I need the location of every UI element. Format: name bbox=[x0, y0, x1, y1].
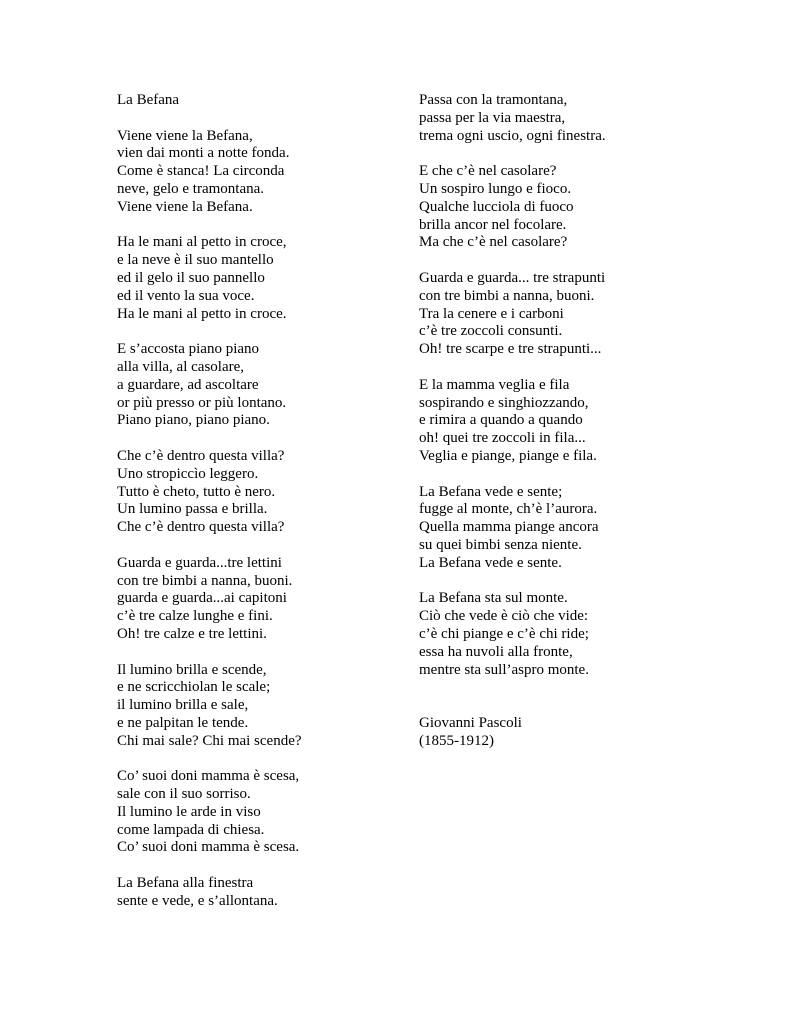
verse-line: il lumino brilla e sale, bbox=[117, 697, 249, 714]
stanza bbox=[419, 377, 679, 466]
verse-line: passa per la via maestra, bbox=[419, 109, 566, 126]
verse-line: con tre bimbi a nanna, buoni. bbox=[117, 572, 293, 589]
verse-line: Piano piano, piano piano. bbox=[117, 412, 270, 429]
verse-line: La Befana vede e sente. bbox=[419, 554, 562, 571]
stanza bbox=[117, 341, 397, 430]
stanza bbox=[117, 768, 397, 857]
verse-line: sente e vede, e s’allontana. bbox=[117, 892, 278, 909]
verse-line: E che c’è nel casolare? bbox=[419, 163, 557, 180]
verse-line: La Befana vede e sente; bbox=[419, 483, 563, 500]
verse-line: guarda e guarda...ai capitoni bbox=[117, 590, 287, 607]
stanza-gap bbox=[117, 323, 397, 341]
verse-line: Uno stropiccìo leggero. bbox=[117, 465, 259, 482]
verse-line: Viene viene la Befana. bbox=[117, 198, 253, 215]
stanza bbox=[419, 590, 679, 679]
verse-line: Quella mamma piange ancora bbox=[419, 519, 599, 536]
stanza bbox=[117, 662, 397, 751]
verse-line: Co’ suoi doni mamma è scesa, bbox=[117, 768, 300, 785]
verse-line: con tre bimbi a nanna, buoni. bbox=[419, 287, 595, 304]
verse-line: Passa con la tramontana, bbox=[419, 92, 568, 108]
verse-line: oh! quei tre zoccoli in fila... bbox=[419, 430, 586, 447]
right-stanzas bbox=[419, 92, 679, 697]
verse-line: La Befana sta sul monte. bbox=[419, 590, 568, 607]
verse-line: brilla ancor nel focolare. bbox=[419, 216, 567, 233]
verse-line: Come è stanca! La circonda bbox=[117, 163, 285, 180]
verse-line: Tutto è cheto, tutto è nero. bbox=[117, 483, 276, 500]
verse-line: ed il vento la sua voce. bbox=[117, 287, 255, 304]
verse-line: Oh! tre scarpe e tre strapunti... bbox=[419, 341, 602, 358]
verse-line: La Befana alla finestra bbox=[117, 875, 254, 892]
verse-line: fugge al monte, ch’è l’aurora. bbox=[419, 501, 598, 518]
verse-line: Oh! tre calze e tre lettini. bbox=[117, 625, 267, 642]
verse-line: c’è tre calze lunghe e fini. bbox=[117, 608, 273, 625]
stanza bbox=[117, 875, 397, 911]
verse-line: Guarda e guarda... tre strapunti bbox=[419, 269, 606, 286]
author-dates: (1855-1912) bbox=[419, 732, 494, 749]
stanza bbox=[117, 448, 397, 537]
right-column bbox=[419, 92, 679, 750]
stanza-gap bbox=[117, 430, 397, 448]
stanza-gap bbox=[419, 679, 679, 697]
verse-line: E la mamma veglia e fila bbox=[419, 376, 570, 393]
stanza-gap bbox=[419, 145, 679, 163]
verse-line: sospirando e singhiozzando, bbox=[419, 394, 589, 411]
verse-line: or più presso or più lontano. bbox=[117, 394, 287, 411]
verse-line: e la neve è il suo mantello bbox=[117, 252, 274, 269]
verse-line: vien dai monti a notte fonda. bbox=[117, 145, 290, 162]
verse-line: Ha le mani al petto in croce. bbox=[117, 305, 287, 322]
verse-line: alla villa, al casolare, bbox=[117, 358, 245, 375]
verse-line: Ciò che vede è ciò che vide: bbox=[419, 608, 589, 625]
left-stanzas bbox=[117, 128, 397, 911]
verse-line: Il lumino le arde in viso bbox=[117, 803, 261, 820]
verse-line: su quei bimbi senza niente. bbox=[419, 536, 582, 553]
verse-line: E s’accosta piano piano bbox=[117, 341, 260, 358]
stanza bbox=[117, 234, 397, 323]
verse-line: come lampada di chiesa. bbox=[117, 821, 265, 838]
verse-line: Che c’è dentro questa villa? bbox=[117, 447, 285, 464]
stanza bbox=[419, 92, 679, 145]
verse-line: trema ogni uscio, ogni finestra. bbox=[419, 127, 606, 144]
stanza-gap bbox=[419, 252, 679, 270]
verse-line: a guardare, ad ascoltare bbox=[117, 376, 259, 393]
stanza-gap bbox=[419, 573, 679, 591]
verse-line: Il lumino brilla e scende, bbox=[117, 661, 267, 678]
left-column bbox=[117, 92, 397, 911]
verse-line: Tra la cenere e i carboni bbox=[419, 305, 564, 322]
verse-line: Qualche lucciola di fuoco bbox=[419, 198, 574, 215]
stanza-gap bbox=[419, 359, 679, 377]
stanza bbox=[117, 128, 397, 217]
verse-line: Co’ suoi doni mamma è scesa. bbox=[117, 839, 300, 856]
author-name: Giovanni Pascoli bbox=[419, 714, 522, 731]
verse-line: e ne scricchiolan le scale; bbox=[117, 679, 271, 696]
verse-line: neve, gelo e tramontana. bbox=[117, 180, 265, 197]
poem-title: La Befana bbox=[117, 92, 180, 108]
stanza-gap bbox=[117, 110, 397, 128]
verse-line: Che c’è dentro questa villa? bbox=[117, 519, 285, 536]
verse-line: Guarda e guarda...tre lettini bbox=[117, 554, 282, 571]
stanza-gap bbox=[419, 697, 679, 715]
stanza-gap bbox=[117, 857, 397, 875]
stanza-gap bbox=[419, 466, 679, 484]
verse-line: e ne palpitan le tende. bbox=[117, 714, 249, 731]
stanza-gap bbox=[117, 644, 397, 662]
verse-line: Un sospiro lungo e fioco. bbox=[419, 180, 572, 197]
verse-line: e rimira a quando a quando bbox=[419, 412, 583, 429]
stanza-gap bbox=[117, 217, 397, 235]
stanza bbox=[117, 555, 397, 644]
verse-line: Veglia e piange, piange e fila. bbox=[419, 447, 597, 464]
verse-line: Un lumino passa e brilla. bbox=[117, 501, 268, 518]
verse-line: Viene viene la Befana, bbox=[117, 127, 253, 144]
stanza-gap bbox=[117, 537, 397, 555]
stanza bbox=[419, 163, 679, 252]
verse-line: Ma che c’è nel casolare? bbox=[419, 234, 568, 251]
verse-line: Ha le mani al petto in croce, bbox=[117, 234, 287, 251]
stanza bbox=[419, 484, 679, 573]
stanza bbox=[419, 270, 679, 359]
stanza-gap bbox=[117, 750, 397, 768]
verse-line: essa ha nuvoli alla fronte, bbox=[419, 643, 573, 660]
verse-line: c’è tre zoccoli consunti. bbox=[419, 323, 563, 340]
verse-line: ed il gelo il suo pannello bbox=[117, 269, 265, 286]
verse-line: c’è chi piange e c’è chi ride; bbox=[419, 625, 589, 642]
verse-line: sale con il suo sorriso. bbox=[117, 786, 251, 803]
verse-line: mentre sta sull’aspro monte. bbox=[419, 661, 589, 678]
verse-line: Chi mai sale? Chi mai scende? bbox=[117, 732, 302, 749]
